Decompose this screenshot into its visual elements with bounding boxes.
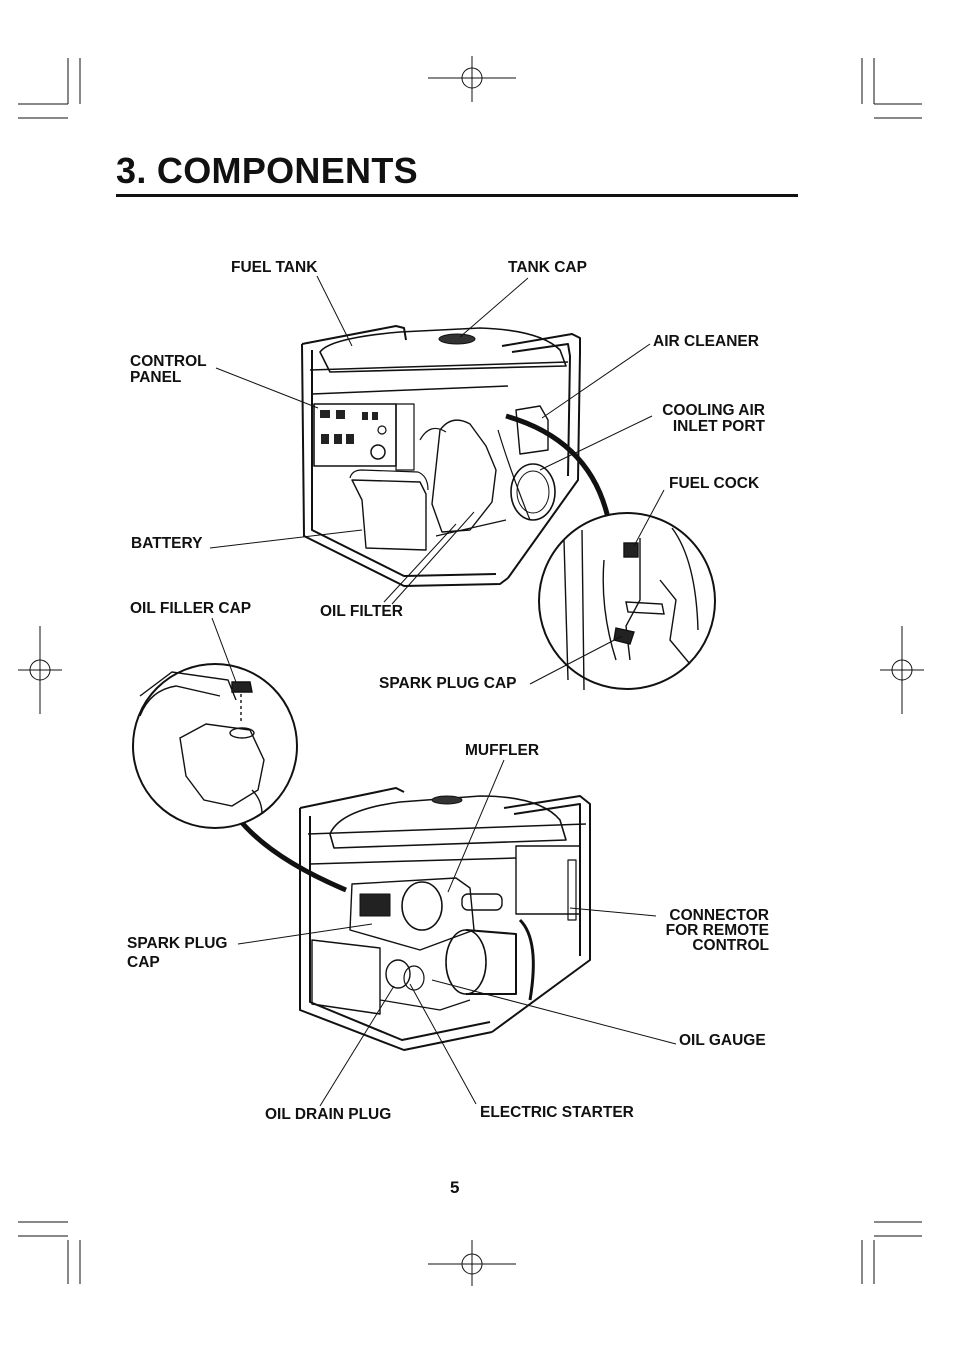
generator-bottom-drawing — [300, 788, 590, 1050]
leader-air-cleaner — [542, 344, 650, 418]
label-oil-gauge: OIL GAUGE — [679, 1032, 766, 1049]
label-control-panel: CONTROL PANEL — [130, 353, 207, 386]
label-oil-filter: OIL FILTER — [320, 603, 403, 620]
detail-connector-arc-oil-filler — [238, 818, 346, 890]
leader-spark-plug-cap-bottom — [238, 924, 372, 944]
label-fuel-cock: FUEL COCK — [669, 475, 760, 492]
leader-battery — [210, 530, 362, 548]
leader-oil-gauge — [432, 980, 676, 1044]
detail-connector-arc-fuel-cock — [506, 416, 608, 518]
label-connector-for-remote-control: CONNECTOR FOR REMOTE CONTROL — [665, 907, 769, 954]
title-underline — [116, 194, 798, 197]
crop-marks — [18, 58, 922, 1284]
label-muffler: MUFFLER — [465, 742, 540, 759]
label-spark-plug-cap-top: SPARK PLUG CAP — [379, 675, 517, 692]
label-oil-filler-cap: OIL FILLER CAP — [130, 600, 252, 617]
leader-cooling-air-inlet — [540, 416, 652, 470]
page-title: 3. COMPONENTS — [116, 150, 418, 191]
label-fuel-tank: FUEL TANK — [231, 259, 318, 276]
label-electric-starter: ELECTRIC STARTER — [480, 1104, 634, 1121]
label-tank-cap: TANK CAP — [508, 259, 587, 276]
oil-filler-detail-circle — [133, 664, 297, 828]
leader-muffler — [448, 760, 504, 892]
leader-oil-filter-2 — [392, 512, 474, 604]
label-spark-plug-cap-bottom: SPARK PLUG CAP — [127, 935, 228, 971]
label-cooling-air-inlet-port: COOLING AIR INLET PORT — [662, 402, 765, 435]
label-air-cleaner: AIR CLEANER — [653, 333, 759, 350]
registration-targets — [18, 56, 924, 1286]
label-battery: BATTERY — [131, 535, 203, 552]
label-oil-drain-plug: OIL DRAIN PLUG — [265, 1106, 392, 1123]
leader-electric-starter — [410, 984, 476, 1104]
page-number: 5 — [450, 1178, 460, 1197]
leader-oil-drain-plug — [320, 986, 394, 1106]
leader-fuel-tank — [317, 276, 352, 346]
generator-top-drawing — [302, 326, 580, 586]
leader-oil-filter-1 — [384, 524, 456, 602]
